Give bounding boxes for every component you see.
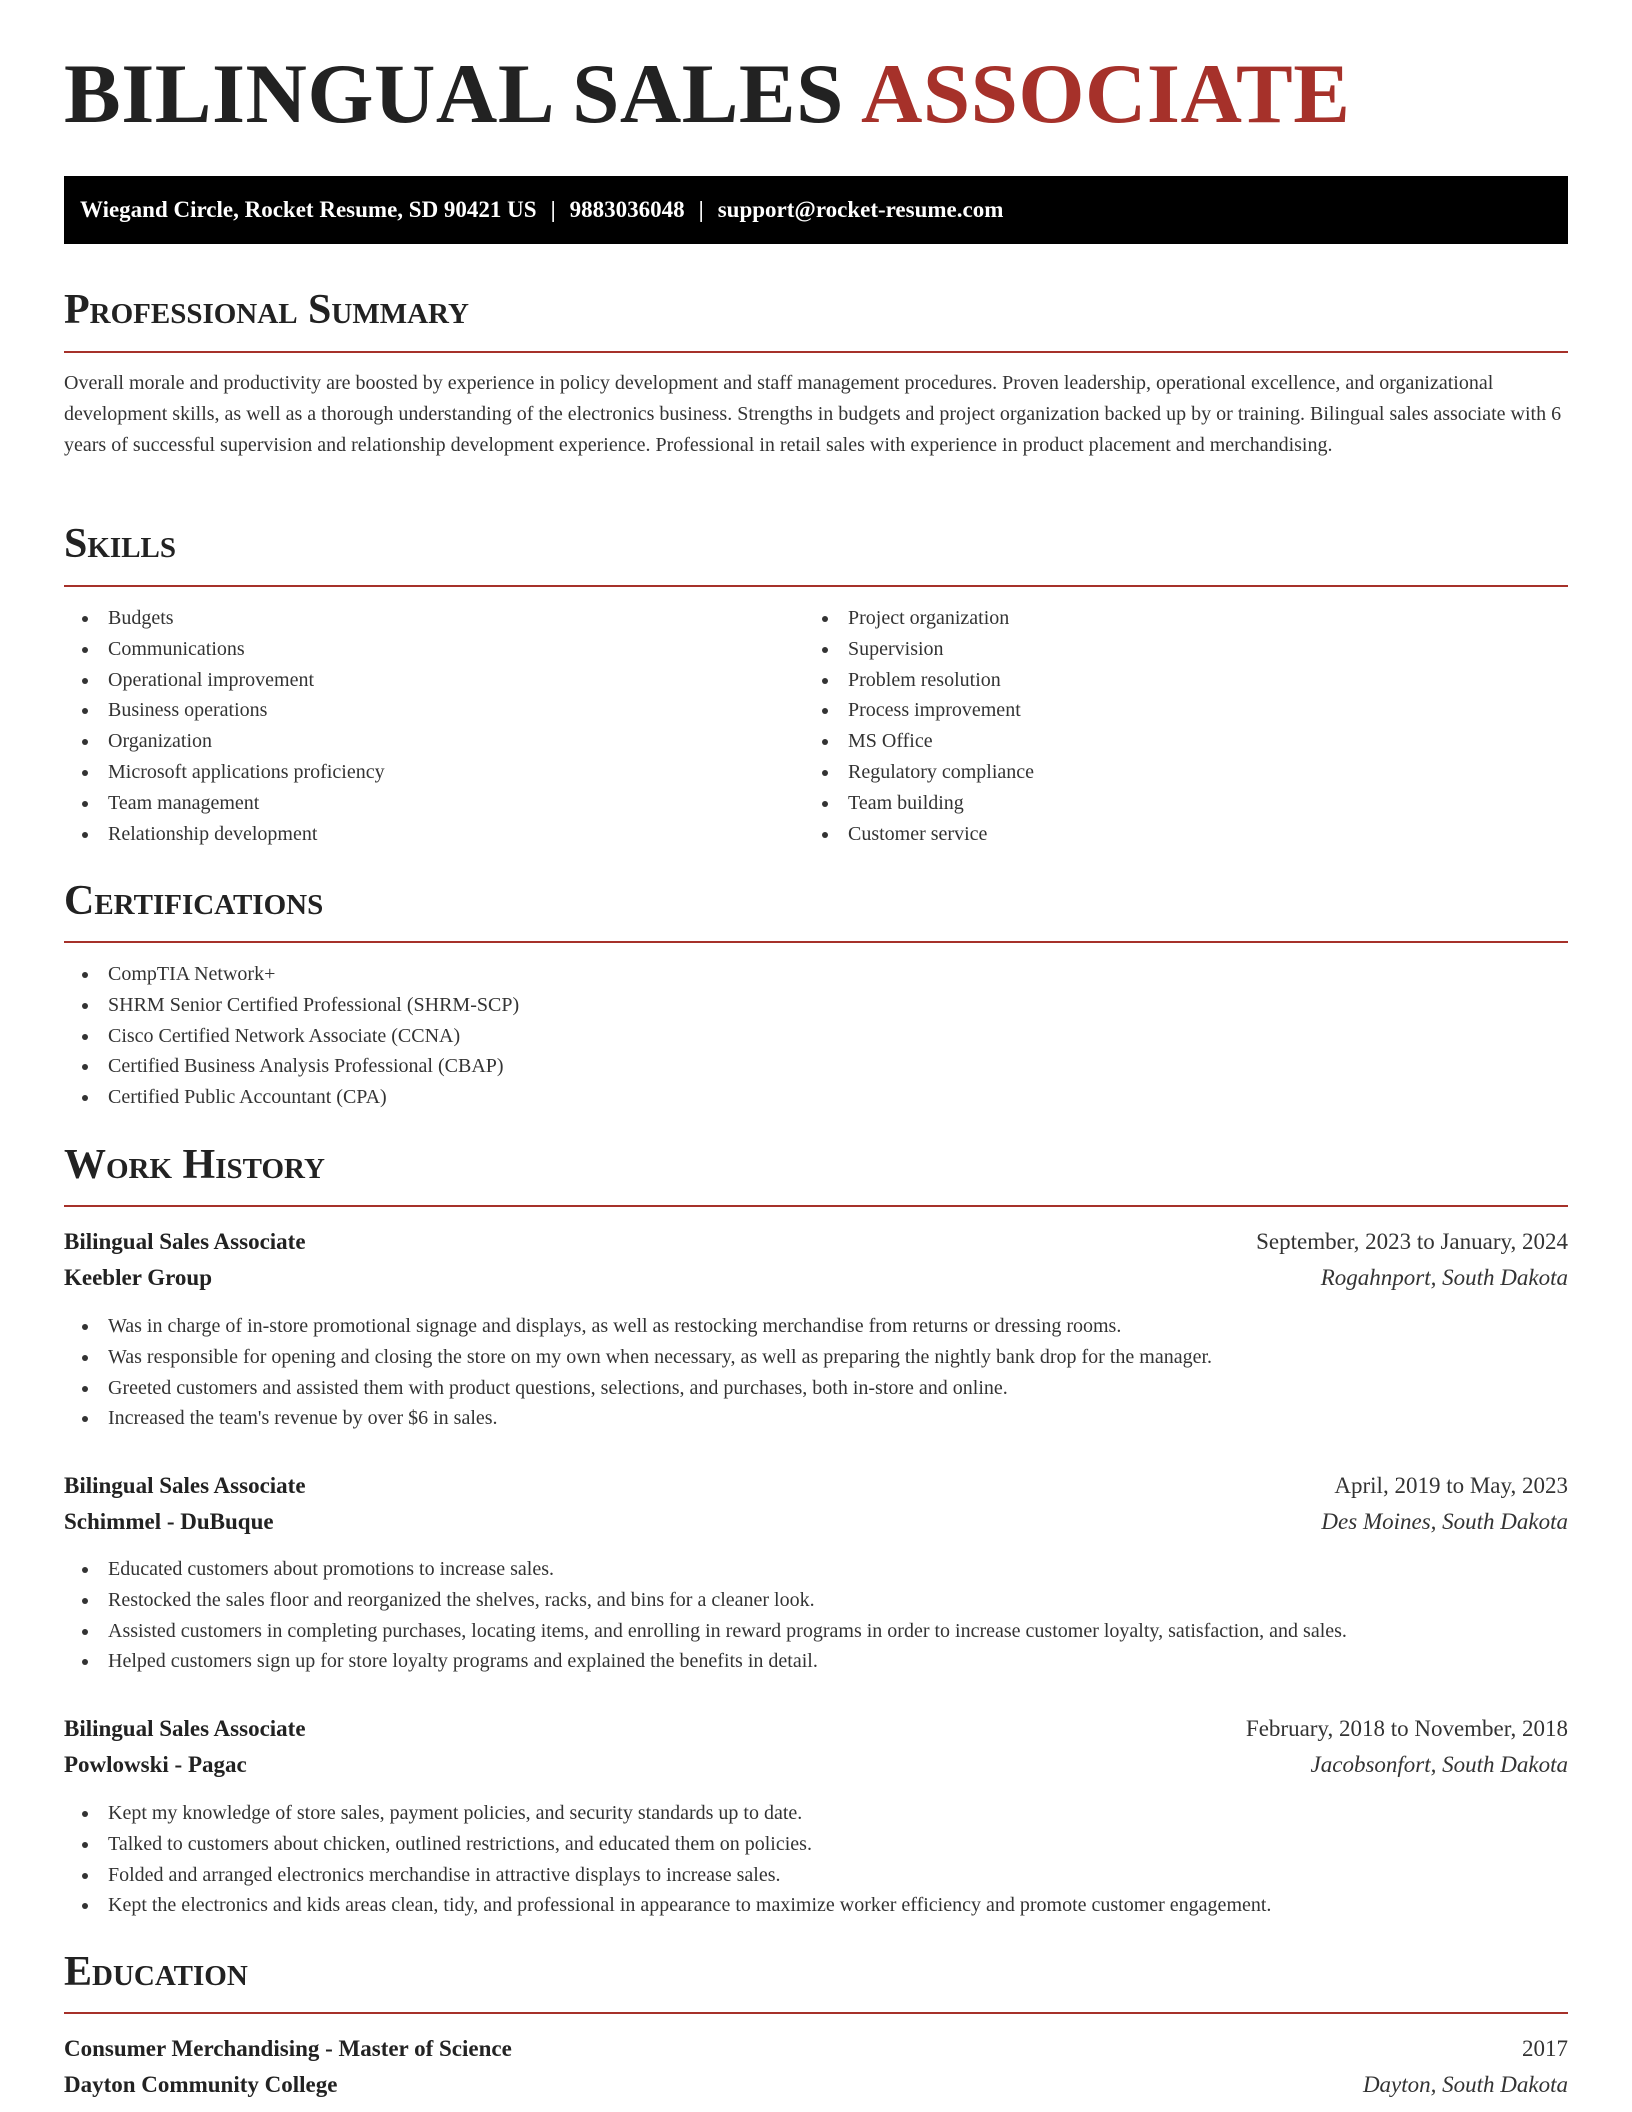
job-company: Keebler Group <box>64 1265 213 1290</box>
skill-item: Regulatory compliance <box>804 757 1034 788</box>
job-bullet: Restocked the sales floor and reorganized the shelves, racks, and bins for a cleaner look. <box>64 1585 1347 1616</box>
job-company: Schimmel - DuBuque <box>64 1509 274 1534</box>
section-divider <box>64 2012 1568 2014</box>
skill-item: Project organization <box>804 603 1034 634</box>
job-bullet: Was in charge of in-store promotional signage and displays, as well as restocking merchandise from returns or dressing rooms. <box>64 1311 1212 1342</box>
job-bullet: Was responsible for opening and closing the store on my own when necessary, as well as preparing the nightly bank drop for the manager. <box>64 1342 1212 1373</box>
section-divider <box>64 941 1568 943</box>
skills-heading: Skills <box>64 521 177 567</box>
title-accent: ASSOCIATE <box>860 47 1351 141</box>
section-divider <box>64 351 1568 353</box>
education-year: 2017 <box>1522 2036 1568 2061</box>
job-header-row <box>64 1711 1568 1747</box>
skill-item: Budgets <box>64 603 385 634</box>
education-school-row <box>64 2067 1568 2103</box>
certification-item: Certified Business Analysis Professional (CBAP) <box>64 1051 519 1082</box>
job-bullet: Talked to customers about chicken, outlined restrictions, and educated them on policies. <box>64 1829 1271 1860</box>
job-dates: February, 2018 to November, 2018 <box>1245 1716 1568 1741</box>
certification-item: SHRM Senior Certified Professional (SHRM-SCP) <box>64 990 519 1021</box>
job-company: Powlowski - Pagac <box>64 1752 247 1777</box>
skill-item: MS Office <box>804 726 1034 757</box>
job-dates: September, 2023 to January, 2024 <box>1256 1229 1568 1254</box>
summary-text: Overall morale and productivity are boosted by experience in policy development and staff management procedures. Proven leadership, operational excellence, and organizational development skills, as well as a thorough understanding of the electronics business. Strengths in budgets and project organization backed up by or training. Bilingual sales associate with 6 years of successful supervision and relationship development experience. Professional in retail sales with experience in product placement and merchandising. <box>64 372 1562 456</box>
job-bullet: Kept the electronics and kids areas clean, tidy, and professional in appearance to maximize worker efficiency and promote customer engagement. <box>64 1890 1271 1921</box>
skill-item: Operational improvement <box>64 665 385 696</box>
contact-phone: 9883036048 <box>569 197 685 222</box>
job-bullet: Greeted customers and assisted them with product questions, selections, and purchases, both in-store and online. <box>64 1373 1212 1404</box>
skill-item: Team management <box>64 788 385 819</box>
skill-item: Organization <box>64 726 385 757</box>
job-header-row <box>64 1224 1568 1260</box>
certifications-heading: Certifications <box>64 878 324 924</box>
job-bullet: Assisted customers in completing purchases, locating items, and enrolling in reward programs in order to increase customer loyalty, satisfaction, and sales. <box>64 1616 1347 1647</box>
job-bullet: Increased the team's revenue by over $6 in sales. <box>64 1403 1212 1434</box>
job-dates: April, 2019 to May, 2023 <box>1334 1473 1568 1498</box>
job-location: Jacobsonfort, South Dakota <box>1310 1752 1568 1777</box>
skill-item: Customer service <box>804 819 1034 850</box>
skill-item: Supervision <box>804 634 1034 665</box>
job-title: Bilingual Sales Associate <box>64 1229 306 1254</box>
education-degree-row <box>64 2031 1568 2067</box>
contact-address: Wiegand Circle, Rocket Resume, SD 90421 US <box>80 197 537 222</box>
job-company-row <box>64 1747 1568 1783</box>
job-bullets <box>64 1554 1347 1677</box>
certifications-list <box>64 959 519 1113</box>
education-degree: Consumer Merchandising - Master of Science <box>64 2036 512 2061</box>
contact-email: support@rocket-resume.com <box>717 197 1004 222</box>
contact-bar <box>64 176 1568 244</box>
job-bullet: Helped customers sign up for store loyalty programs and explained the benefits in detail. <box>64 1646 1347 1677</box>
job-location: Rogahnport, South Dakota <box>1320 1265 1568 1290</box>
skill-item: Process improvement <box>804 695 1034 726</box>
certification-item: Certified Public Accountant (CPA) <box>64 1082 519 1113</box>
summary-heading: Professional Summary <box>64 287 469 333</box>
resume-title <box>64 47 1351 141</box>
certification-item: Cisco Certified Network Associate (CCNA) <box>64 1021 519 1052</box>
skills-list-right <box>804 603 1034 849</box>
job-title: Bilingual Sales Associate <box>64 1716 306 1741</box>
job-bullet: Educated customers about promotions to increase sales. <box>64 1554 1347 1585</box>
skill-item: Problem resolution <box>804 665 1034 696</box>
skill-item: Team building <box>804 788 1034 819</box>
certification-item: CompTIA Network+ <box>64 959 519 990</box>
education-location: Dayton, South Dakota <box>1362 2072 1568 2097</box>
job-title: Bilingual Sales Associate <box>64 1473 306 1498</box>
job-bullet: Folded and arranged electronics merchandise in attractive displays to increase sales. <box>64 1860 1271 1891</box>
job-company-row <box>64 1260 1568 1296</box>
title-main: BILINGUAL SALES <box>64 47 844 141</box>
section-divider <box>64 1205 1568 1207</box>
skill-item: Microsoft applications proficiency <box>64 757 385 788</box>
job-location: Des Moines, South Dakota <box>1321 1509 1568 1534</box>
job-bullets <box>64 1311 1212 1434</box>
contact-separator: | <box>550 197 556 222</box>
contact-separator: | <box>698 197 704 222</box>
education-heading: Education <box>64 1949 248 1995</box>
job-bullet: Kept my knowledge of store sales, payment policies, and security standards up to date. <box>64 1798 1271 1829</box>
job-bullets <box>64 1798 1271 1921</box>
work-history-heading: Work History <box>64 1142 325 1188</box>
education-school: Dayton Community College <box>64 2072 338 2097</box>
skill-item: Relationship development <box>64 819 385 850</box>
skill-item: Communications <box>64 634 385 665</box>
section-divider <box>64 585 1568 587</box>
job-company-row <box>64 1504 1568 1540</box>
skills-list-left <box>64 603 385 849</box>
skill-item: Business operations <box>64 695 385 726</box>
job-header-row <box>64 1468 1568 1504</box>
